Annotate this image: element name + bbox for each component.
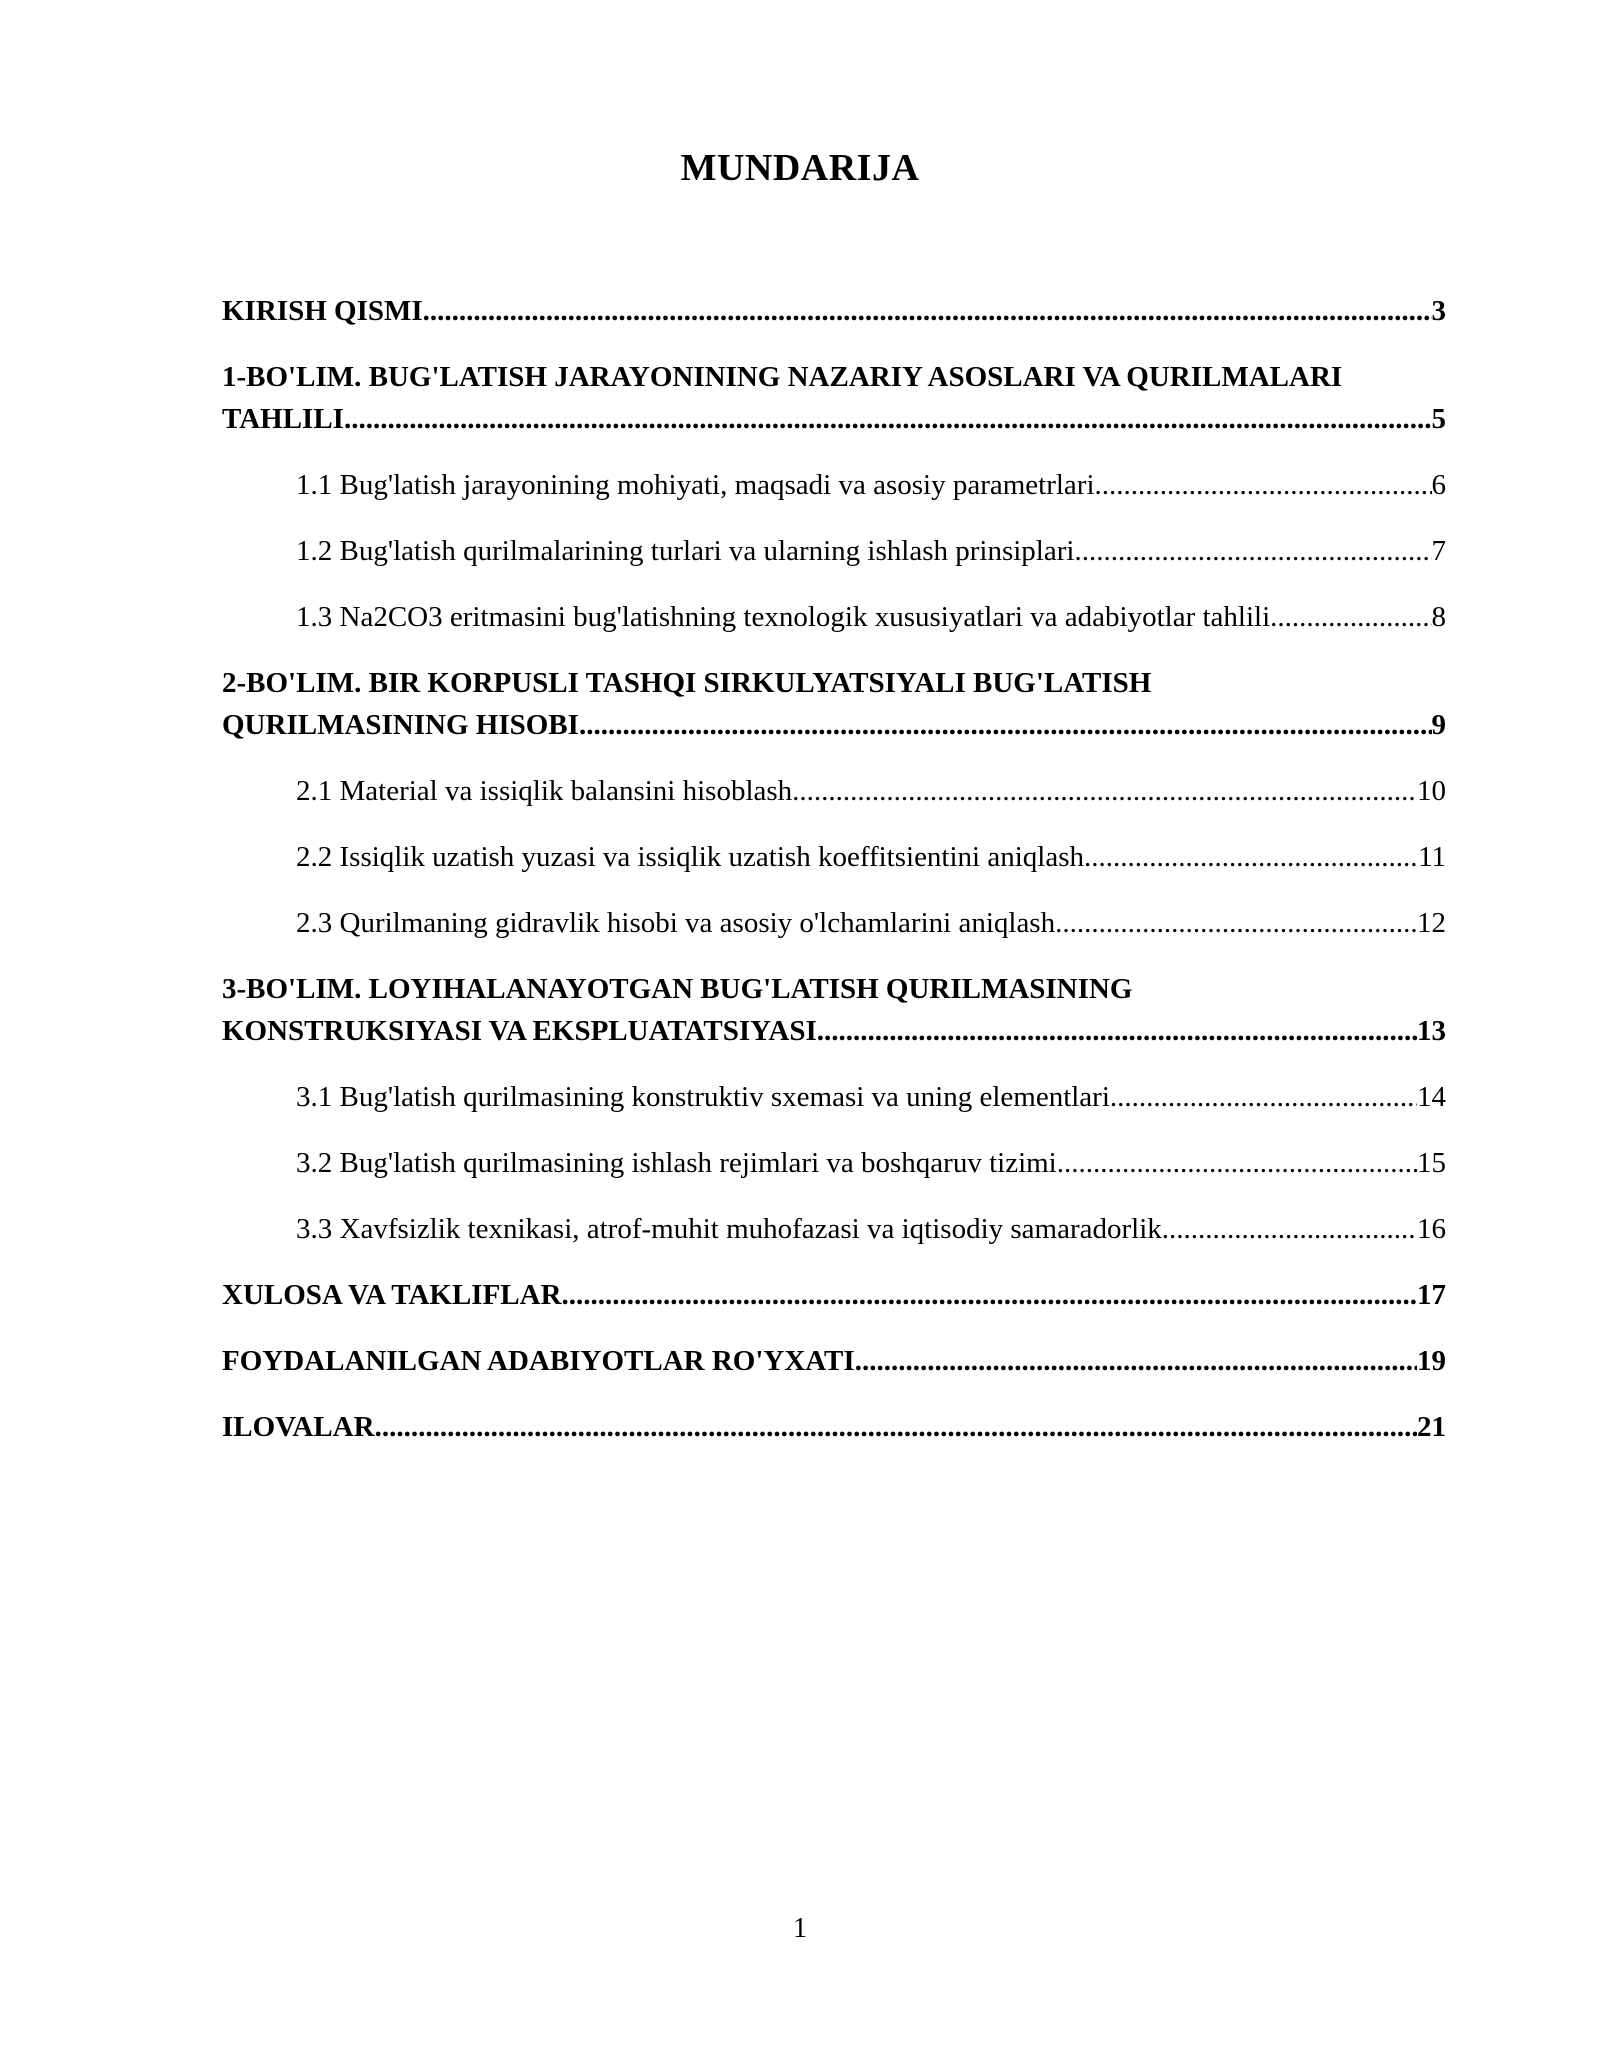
toc-page-number: 10 [1417,775,1446,807]
dot-leader [579,704,1432,746]
toc-page-number: 14 [1417,1081,1446,1113]
toc-entry-leader-line [296,1142,1446,1184]
dot-leader [1095,464,1432,506]
toc-entry-leader-line [296,464,1446,506]
toc-section-entry[interactable] [222,968,1446,1052]
dot-leader [562,1274,1417,1316]
page-number: 1 [793,1913,807,1944]
dot-leader [1055,902,1417,944]
toc-subsection-entry[interactable] [222,464,1446,506]
toc-subsection-entry[interactable] [222,1208,1446,1250]
toc-subsection-entry[interactable] [222,1142,1446,1184]
dot-leader [1270,596,1431,638]
toc-subsection-entry[interactable] [222,902,1446,944]
toc-page-number: 12 [1417,907,1446,939]
table-of-contents [222,290,1446,1472]
toc-section-entry[interactable] [222,1406,1446,1448]
dot-leader [1162,1208,1417,1250]
toc-entry-leader-line [222,1010,1446,1052]
toc-entry-title: KIRISH QISMI [222,295,423,327]
toc-entry-leader-line [222,704,1446,746]
toc-page-number: 16 [1417,1213,1446,1245]
toc-subsection-entry[interactable] [222,836,1446,878]
toc-entry-title: FOYDALANILGAN ADABIYOTLAR RO'YXATI [222,1345,855,1377]
toc-entry-title: 2.1 Material va issiqlik balansini hisoblash [296,775,793,807]
toc-entry-text-line: 2-BO'LIM. BIR KORPUSLI TASHQI SIRKULYATSIYALI BUG'LATISH [222,667,1152,699]
toc-entry-leader-line [296,530,1446,572]
toc-page-number: 15 [1417,1147,1446,1179]
toc-page-number: 9 [1431,709,1446,741]
toc-entry-leader-line [296,902,1446,944]
page-title: MUNDARIJA [680,147,920,189]
dot-leader [1057,1142,1417,1184]
dot-leader [423,290,1432,332]
toc-page-number: 7 [1431,535,1446,567]
toc-entry-title: 3.2 Bug'latish qurilmasining ishlash rejimlari va boshqaruv tizimi [296,1147,1057,1179]
toc-section-entry[interactable] [222,356,1446,440]
toc-page-number: 19 [1417,1345,1446,1377]
toc-subsection-entry[interactable] [222,530,1446,572]
toc-entry-leader-line [222,290,1446,332]
toc-page-number: 3 [1431,295,1446,327]
toc-entry-title: 1.2 Bug'latish qurilmalarining turlari va ularning ishlash prinsiplari [296,535,1075,567]
toc-page-number: 8 [1431,601,1446,633]
toc-page-number: 6 [1431,469,1446,501]
dot-leader [855,1340,1417,1382]
toc-entry-leader-line [222,398,1446,440]
toc-section-entry[interactable] [222,1274,1446,1316]
toc-subsection-entry[interactable] [222,770,1446,812]
toc-page-number: 21 [1417,1411,1446,1443]
toc-page-number: 13 [1417,1015,1446,1047]
dot-leader [344,398,1432,440]
toc-section-entry[interactable] [222,662,1446,746]
toc-entry-title: ILOVALAR [222,1411,375,1443]
toc-entry-title: XULOSA VA TAKLIFLAR [222,1279,562,1311]
toc-section-entry[interactable] [222,290,1446,332]
dot-leader [1084,836,1418,878]
toc-entry-text-line: 1-BO'LIM. BUG'LATISH JARAYONINING NAZARIY ASOSLARI VA QURILMALARI [222,361,1343,393]
toc-entry-text-line: 3-BO'LIM. LOYIHALANAYOTGAN BUG'LATISH QURILMASINING [222,973,1133,1005]
toc-entry-leader-line [222,1274,1446,1316]
toc-entry-title: 1.3 Na2CO3 eritmasini bug'latishning texnologik xususiyatlari va adabiyotlar tahlili [296,601,1271,633]
dot-leader [1074,530,1431,572]
toc-entry-leader-line [222,1406,1446,1448]
toc-entry-title: TAHLILI [222,403,344,435]
toc-section-entry[interactable] [222,1340,1446,1382]
toc-page-number: 5 [1431,403,1446,435]
toc-entry-leader-line [296,596,1446,638]
dot-leader [792,770,1417,812]
toc-subsection-entry[interactable] [222,1076,1446,1118]
toc-entry-leader-line [296,1076,1446,1118]
toc-page-number: 11 [1418,841,1446,873]
toc-entry-title: 3.1 Bug'latish qurilmasining konstruktiv sxemasi va uning elementlari [296,1081,1110,1113]
toc-entry-title: 3.3 Xavfsizlik texnikasi, atrof-muhit muhofazasi va iqtisodiy samaradorlik [296,1213,1162,1245]
toc-subsection-entry[interactable] [222,596,1446,638]
dot-leader [817,1010,1417,1052]
toc-entry-title: 2.2 Issiqlik uzatish yuzasi va issiqlik uzatish koeffitsientini aniqlash [296,841,1084,873]
toc-entry-leader-line [296,1208,1446,1250]
toc-page-number: 17 [1417,1279,1446,1311]
dot-leader [375,1406,1417,1448]
toc-entry-leader-line [222,1340,1446,1382]
toc-entry-title: 2.3 Qurilmaning gidravlik hisobi va asosiy o'lchamlarini aniqlash [296,907,1056,939]
toc-entry-title: QURILMASINING HISOBI [222,709,579,741]
dot-leader [1110,1076,1417,1118]
toc-entry-leader-line [296,836,1446,878]
toc-entry-title: KONSTRUKSIYASI VA EKSPLUATATSIYASI [222,1015,817,1047]
toc-entry-leader-line [296,770,1446,812]
toc-entry-title: 1.1 Bug'latish jarayonining mohiyati, maqsadi va asosiy parametrlari [296,469,1095,501]
